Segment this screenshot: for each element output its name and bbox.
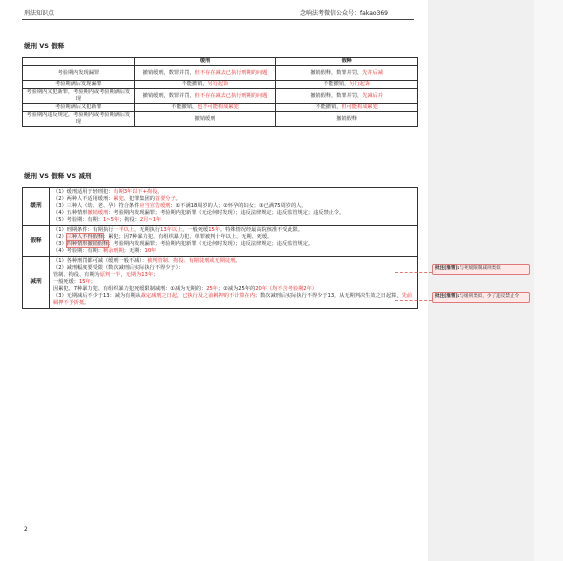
comment-text: 与缓刑类似，少了违反禁止令 (459, 294, 520, 299)
cell-text: 撤销缓刑，数罪并罚， (142, 92, 195, 99)
cell-text-red: 也不可能构成累犯 (197, 104, 239, 110)
table-row (23, 81, 418, 89)
cell-text: 不能撤销， (181, 81, 208, 87)
cell-text-red: 但可能构成累犯 (341, 104, 378, 110)
table-row (23, 89, 418, 104)
commented-text: 四种情形撤销假释 (66, 241, 109, 247)
cell-text-red: 先减后并 (362, 92, 383, 99)
table-cell (276, 104, 418, 112)
page-number: 2 (24, 526, 28, 533)
comment-leader-line (395, 272, 432, 273)
row-label: 考验期内违反规定，考验期内或考验期满后发现 (23, 112, 135, 127)
commented-text: 三种人不得假释 (66, 234, 104, 240)
cell-text: 撤销假释，数罪并罚， (310, 69, 363, 76)
table-row (23, 66, 418, 81)
table-header-cell: 缓刑 (134, 58, 276, 66)
row-label: 考验期内发现漏罪 (23, 66, 135, 81)
table-cell (50, 188, 418, 226)
comment-tag: 批注[淮雪]: (435, 266, 460, 271)
table-cell (134, 89, 276, 104)
text-line: （2）减刑幅度要受限（数次减刑后实际执行不得少于）： (53, 265, 184, 271)
row-label: 考验期满后又犯新罪 (23, 104, 135, 112)
cell-text: 不能撤销， (171, 104, 198, 110)
comment-text: 与死缓限制减刑类似 (459, 266, 501, 271)
cell-text: 不能撤销， (315, 104, 342, 110)
table-row (23, 112, 418, 127)
header-right: 念响法考微信公众号：fakao369 (300, 10, 388, 17)
table-cell (276, 81, 418, 89)
text-line: （3）三种人（幼、老、孕）符合条件应当宣告缓刑：①不满18周岁的人；②怀孕的妇女；③已满75周岁的人。 (53, 203, 307, 209)
cell-text: 撤销缓刑，数罪并罚， (142, 69, 195, 76)
row-label: 考验期内又犯新罪，考验期内或考验期满后发现 (23, 89, 135, 104)
cell-text: 撤销假释，数罪并罚， (310, 92, 363, 99)
text-line: （3）无期减后不少于13：减为有期从裁定减刑之日起，已执行及之前羁押的不计算在内；数次减刑后实际执行不得少于13，从无期判决生效之日起算，先前羁押不予折抵。 (53, 293, 412, 306)
table-cell (276, 89, 418, 104)
comment-balloon[interactable] (432, 292, 530, 303)
row-label: 减刑 (23, 257, 50, 309)
table-header-cell (23, 58, 135, 66)
cell-text: 撤销缓刑 (194, 115, 216, 122)
header-left: 刑法知识点 (24, 10, 55, 17)
table-row-huanxing (23, 188, 418, 226)
text-line: （3）四种情形撤销假释：考验期内发现漏罪；考验期内犯新罪（无论何时发现）；违反法律规定；违反监管规定。 (53, 241, 314, 247)
cell-text-red: 先并后减 (362, 69, 383, 76)
right-gutter (534, 0, 563, 561)
cell-text-red: 但不存在减去已执行刑期的问题 (194, 92, 268, 99)
table-cell (50, 226, 418, 257)
table-cell (276, 112, 418, 127)
section-title-1: 缓刑 VS 假释 (24, 42, 65, 50)
text-line: （1）缓刑适用于轻刑犯：有期3年以下+拘役。 (53, 189, 163, 195)
cell-text-red: 但不存在减去已执行刑期的问题 (194, 69, 268, 76)
table-row-jiashi (23, 226, 418, 257)
table-header-row (23, 58, 418, 66)
comment-leader-line (395, 300, 432, 301)
text-line: （1）各种刑罚都可减（缓刑一般不减）：被判管制、拘役、有期徒刑或无期徒刑。 (53, 258, 241, 264)
comment-balloon[interactable] (432, 264, 530, 275)
section-title-2: 缓刑 VS 假释 VS 减刑 (24, 172, 92, 180)
row-label: 考验期满后发现漏罪 (23, 81, 135, 89)
text-line: （1）刑期条件：有期执行一半以上，无期执行13年以上，一般死缓15年。特殊情况经最高院核准不受此限。 (53, 227, 304, 233)
cell-text-red: 另行起诉 (207, 81, 229, 87)
comparison-table-1 (22, 57, 418, 127)
table-cell (50, 257, 418, 309)
page-header (22, 7, 414, 20)
table-cell (134, 112, 276, 127)
text-line: 管制、拘役、有期为原判一半，无期为13年； (53, 272, 159, 278)
cell-text-red: 另行起诉 (349, 81, 371, 87)
text-line: 一般死缓：15年； (53, 279, 96, 285)
cell-text: 撤销假释 (336, 115, 358, 122)
row-label: 假释 (23, 226, 50, 257)
table-row-jianxing (23, 257, 418, 309)
row-label: 缓刑 (23, 188, 50, 226)
table-cell (134, 104, 276, 112)
cell-text: 不能撤销， (323, 81, 350, 87)
text-line: （5）考验期：有期：1~5年；拘役：2月~1年 (53, 217, 162, 223)
table-cell (134, 81, 276, 89)
table-row (23, 104, 418, 112)
comment-tag: 批注[淮雪]: (435, 294, 460, 299)
table-cell (276, 66, 418, 81)
text-line: （4）五种情形撤销缓刑：考验期内发现漏罪；考验期内犯新罪（无论何时发现）；违反法律规定；违反监管规定；违反禁止令。 (53, 210, 345, 216)
table-cell (134, 66, 276, 81)
text-line: （4）考验期：有期：剩余刑期；无期：10年 (53, 248, 157, 254)
table-header-cell: 假释 (276, 58, 418, 66)
text-line: （2）两种人不适用缓刑：累犯、犯罪集团的首要分子。 (53, 196, 181, 202)
text-line: 因累犯、7种暴力犯、有组织暴力犯死缓限制减刑：①减为无期的：25年；②减为25年的20年（均不含考验期2年） (53, 286, 317, 292)
text-line: （2）三种人不得假释：累犯；因7种暴力犯、有组织暴力犯，单罪被判十年以上、无期、死缓。 (53, 234, 273, 240)
comparison-table-2 (22, 187, 418, 309)
